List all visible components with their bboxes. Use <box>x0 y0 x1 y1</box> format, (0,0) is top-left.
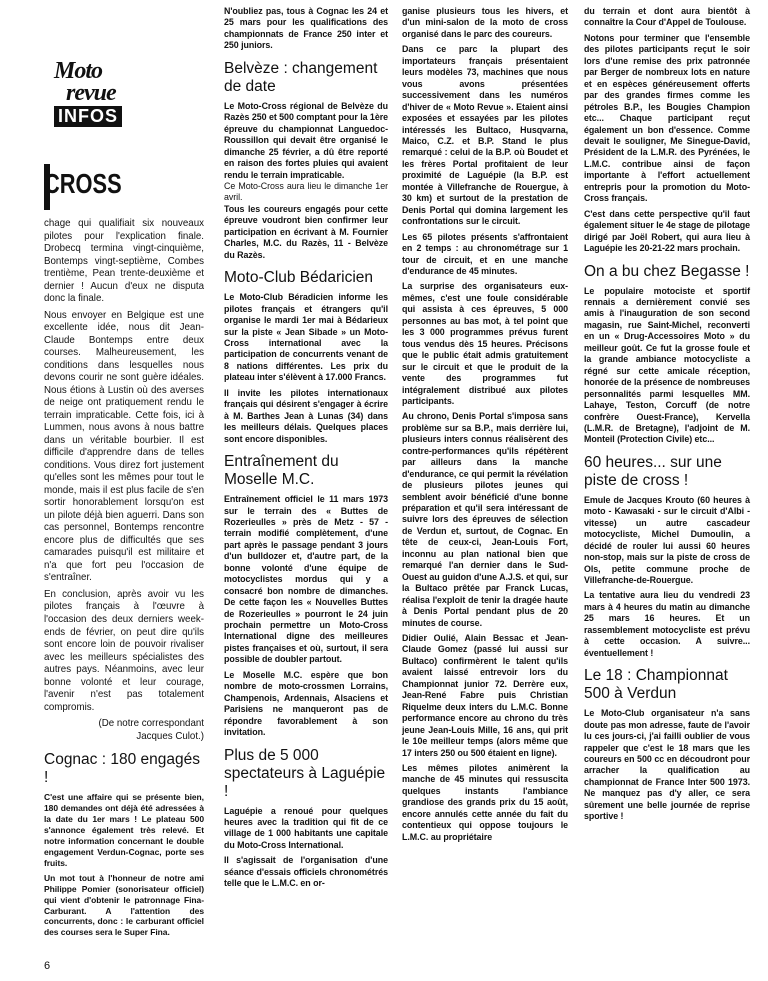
col4-paragraph-1: du terrain et dont aura bientôt à connaître la Cour d'Appel de Toulouse. <box>584 6 750 28</box>
heading-60-heures: 60 heures... sur une piste de cross ! <box>584 453 722 489</box>
col2-paragraph-2b: Ce Moto-Cross aura lieu le dimanche 1er avril. <box>224 180 388 203</box>
signature-line-1: (De notre correspondant <box>98 718 204 730</box>
column-4 <box>584 6 750 827</box>
col2-paragraph-6: Le Moselle M.C. espère que bon nombre de moto-crossmen Lorrains, Champenois, Ardennais, Alsaciens et Parisiens ne manqueront pas de répondre favorablement à son invitation. <box>224 669 388 738</box>
col1-paragraph-5: Un mot tout à l'honneur de notre ami Philippe Pomier (sonorisateur officiel) qui vient d'obtenir le patronnage Fina-Carburant. A l'attention des concurrents, donc : le carburant officiel des courses sera le Super Fina. <box>44 872 204 938</box>
col2-paragraph-3: Le Moto-Club Béradicien informe les pilotes français et étrangers qu'il organise le mardi 1er mai à Bédarieux sur la piste « Jean Sibade » un Moto-Cross international avec la participation de concurrents venant de 8 nations différentes. Les prix du plateau inter s'élèvent à 17.000 Francs. <box>224 292 388 383</box>
column-1 <box>44 6 204 942</box>
col3-paragraph-6: Didier Oulié, Alain Bessac et Jean-Claude Gomez (passé lui aussi sur Bultaco) confirmèrent le talent qu'ils avaient laissé entrevoir lors du Championnat junior 72. Derrère eux, Jean-René Fabre puis Christian Riquelme deux inters du L.M.C. Bonne performance encore au chrono du très jeune Jean-Louis Mille, 16 ans, qui prit le 10e meilleur temps (alors même que 17 inters 250 ou 500 étaient en ligne). <box>402 633 568 758</box>
moto-revue-infos-logo <box>54 60 204 146</box>
col4-paragraph-5: Emule de Jacques Krouto (60 heures à moto - Kawasaki - sur le circuit d'Albi - vitesse) un autre cascadeur motocycliste, Michel Dumoulin, a décidé de rouler lui aussi 60 heures non-stop, mais sur la piste de cross de Ols, petite commune proche de Villefranche-de-Rouergue. <box>584 494 750 586</box>
col1-paragraph-2: Nous envoyer en Belgique est une excellente idée, nous dit Jean-Claude Bontemps entre deux courses. Malheureusement, les conditions dans lesquelles nous devons courir ne sont guère idéales. Nous étions à Lustin où des averses de neige ont pratiquement rendu le terrain impraticable. Cette fois, ici à Lummen, nous avons à nous battre dans un véritable bourbier. Il est difficile d'apprendre dans de telles conditions. Vous direz fort justement qu'elles sont les mêmes pour tout le monde, mais il est plus facile de s'en sortir honorablement lorsqu'on est un pilote déjà bien aguerri. Dans son cas personnel, Bontemps rencontre encore plus de difficultés que ses camarades puisqu'il est militaire et n'a que fort peu l'occasion de s'entraîner. <box>44 309 204 584</box>
col4-paragraph-7: Le Moto-Club organisateur n'a sans doute pas mon adresse, faute de l'avoir lu ces jours-ci, j'ai failli oublier de vous rappeler que c'est le 18 mars que les coureurs en 500 cc en découdront pour arracher la qualification au championnat de France Inter 500 1973. Ne manquez pas d'y aller, ce sera sûrement une belle journée de reprise sportive ! <box>584 708 750 822</box>
col2-paragraph-1: N'oubliez pas, tous à Cognac les 24 et 25 mars pour les qualifications des championnats de France 250 inter et 250 juniors. <box>224 6 388 51</box>
col4-paragraph-6: La tentative aura lieu du vendredi 23 mars à 4 heures du matin au dimanche 25 mars 16 heures. Et un rassemblement motocycliste est prévu à cette occasion. A suivre... éventuellement ! <box>584 590 750 658</box>
col3-paragraph-4: La surprise des organisateurs eux-mêmes, c'est une foule considérable qui assista à ces épreuves, 5 000 personnes au bas mot, à tel point que les 3 000 programmes prévus furent tous vendus dès 15 heures. Précisons que le public était admis gratuitement sur le circuit et que le produit de la vente des programmes fut intégralement distribué aux pilotes participants. <box>402 281 568 406</box>
col4-paragraph-2: Notons pour terminer que l'ensemble des pilotes participants reçut le soir lors d'une remise des prix patronnée par Berger de nombreux lots en nature et en espèces généreusement offerts par des grandes firmes comme les pétroles B.P., les Bougies Champion etc... Chaque participant reçut également un bon d'essence. Comme devait le souligner, Me Sinegue-David, Président de la L.M.R. des Pyrénées, le L.M.C. contribue ainsi de façon importante à l'effort actuellement entrepris pour la promotion du Moto-Cross français. <box>584 32 750 204</box>
col2-paragraph-8: Il s'agissait de l'organisation d'une séance d'essais officiels chronométrés telle que le L.M.C. en or- <box>224 855 388 889</box>
heading-laguepie: Plus de 5 000 spectateurs à Laguépie ! <box>224 746 386 800</box>
heading-bedaricien: Moto-Club Bédaricien <box>224 269 374 287</box>
col3-paragraph-1: ganise plusieurs tous les hivers, et d'un mini-salon de la moto de cross organisé dans le parc des coureurs. <box>402 6 568 39</box>
col1-paragraph-1: chage qui qualifiait six nouveaux pilotes pour l'explication finale. Drobecq termina vingt-cinquième, Bontemps vingt-septième, Combes trentième, Pean trente-deuxième et dernier ! Aucun d'eux ne disputa donc la finale. <box>44 218 204 305</box>
col4-paragraph-4: Le populaire motociste et sportif rennais a dernièrement convié ses amis à l'inauguration de son second magasin, rue Saint-Michel, reconverti en un « Drug-Accessoires Moto » du meilleur goût. Ce fut la grosse foule et la grande ambiance motocycliste a régné sur cette amicale réception, honorée de la présence de nombreuses personnalités parmi lesquelles MM. Lahaye, Teston, Corcuff (de notre confrère Ouest-France), Kervella (L.M.R. de Bretagne), l'adjoint de M. Monteil (Protection Civile) etc... <box>584 285 750 445</box>
col3-paragraph-3: Les 65 pilotes présents s'affrontaient en 2 temps : au chronométrage sur 1 tour de circuit, et en une manche d'endurance de 45 minutes. <box>402 231 568 276</box>
page-number: 6 <box>44 960 51 972</box>
heading-belveze: Belvèze : changement de date <box>224 59 378 95</box>
logo-moto: Moto <box>54 58 103 84</box>
col2-paragraph-4: Il invite les pilotes internationaux français qui désirent s'engager à écrire à M. Barthes Jean à Lunas (34) dans les meilleurs délais. Quelques places sont encore disponibles. <box>224 387 388 444</box>
logo-infos-badge: INFOS <box>54 106 122 127</box>
column-2 <box>224 6 388 894</box>
col2-paragraph-7: Laguépie a renoué pour quelques heures avec la tradition qui fit de ce village de 1 000 habitants une capitale du Moto-Cross International. <box>224 805 388 850</box>
signature-line-2: Jacques Culot.) <box>136 730 204 742</box>
col3-paragraph-2: Dans ce parc la plupart des importateurs français présentaient leurs modèles 73, machines que nous vous avons présentées successivement dans les numéros d'hiver de « Moto Revue ». Etaient ainsi exposées et essayées par les pilotes intéressés les Bultaco, Husqvarna, Maico, C.Z. et B.P. Stand le plus remarqué : celui de la B.P. où Boudet et les frères Portal profitaient de leur proximité de Laguépie (la B.P. est montée à Villefranche de Rouergue, à 30 km) et surtout de la prestation de Denis Portal qui domina largement les confrontations sur le circuit. <box>402 44 568 227</box>
heading-cognac: Cognac : 180 engagés ! <box>44 751 200 787</box>
col1-paragraph-3: En conclusion, après avoir vu les pilotes français à l'œuvre à l'occasion des deux derniers week-ends de février, on peut dire qu'ils sont encore loin de pouvoir rivaliser avec les meilleurs spécialistes des autres pays. Néanmoins, avec leur bonne volonté et leur courage, l'avenir n'est pas totalement compromis. <box>44 588 204 713</box>
heading-verdun: Le 18 : Championnat 500 à Verdun <box>584 667 728 703</box>
col2-paragraph-2c: Tous les coureurs engagés pour cette épreuve voudront bien confirmer leur participation en écrivant à M. Fournier Charles, M.C. du Razès, 11 - Belvèze du Razès. <box>224 203 388 260</box>
column-3 <box>402 6 568 847</box>
logo-revue: revue <box>66 80 116 106</box>
col3-paragraph-7: Les mêmes pilotes animèrent la manche de 45 minutes qui ressuscita quelques instants l'ambiance grandiose des grands prix du 15 août, encore annulés cette année du fait du contentieux qui oppose toujours le L.M.C. au propriétaire <box>402 763 568 842</box>
section-title: CROSS <box>44 168 122 199</box>
col4-paragraph-3: C'est dans cette perspective qu'il faut également situer le 4e stage de pilotage dirigé par Joël Robert, qui aura lieu à Laguépie les 20-21-22 mars prochain. <box>584 208 750 254</box>
col2-paragraph-2: Le Moto-Cross régional de Belvèze du Razès 250 et 500 comptant pour la 1ère épreuve du championnat Languedoc-Roussillon qui devait être organisé le dimanche 25 février, a dû être reporté en raison des fortes pluies qui avaient rendu le terrain impraticable. <box>224 100 388 180</box>
heading-moselle: Entraînement du Moselle M.C. <box>224 453 339 489</box>
col2-paragraph-5: Entraînement officiel le 11 mars 1973 sur le terrain des « Buttes de Rozerieulles » près de Metz - 57 - terrain modifié complètement, d'une part après le passage pendant 3 jours d'un bulldozer et, d'autre part, de la bonne volonté d'une équipe de motocyclistes mordus qui y a consacré bon nombre de dimanches. De cette façon les « Nouvelles Buttes de Rozerieulles » pourront le 24 juin prochain permettre un Moto-Cross International digne des meilleures pistes françaises et où, surtout, il sera possible de doubler partout. <box>224 494 388 665</box>
heading-begasse: On a bu chez Begasse ! <box>584 262 750 280</box>
col1-paragraph-4: C'est une affaire qui se présente bien, 180 demandes ont déjà été adressées à la date du 1er mars ! Le plateau 500 s'annonce également très relevé. Et notre information concernant le double engagement Verdun-Cognac, porte ses fruits. <box>44 792 204 868</box>
col3-paragraph-5: Au chrono, Denis Portal s'imposa sans problème sur sa B.P., mais derrière lui, plusieurs inters connus réalisèrent des contre-performances qu'ils répétèrent par ailleurs dans la manche d'endurance, ce qui permit la révélation de plusieurs pilotes jeunes qui semblent avoir bénéficié d'une bonne préparation et qu'il sera intéressant de suivre lors des épreuves de sélection de Verdun et, surtout, de Cognac. En tête de ceux-ci, Jean-Louis Fort, inconnu au plan national bien que remarqué l'an dernier dans le Sud-Ouest au guidon d'une A.J.S. et qui, sur la Bultaco prêtée par Franck Lucas, réalisa l'exploit de tenir la dragée haute à Denis Portal pendant plus de 20 minutes de course. <box>402 411 568 628</box>
